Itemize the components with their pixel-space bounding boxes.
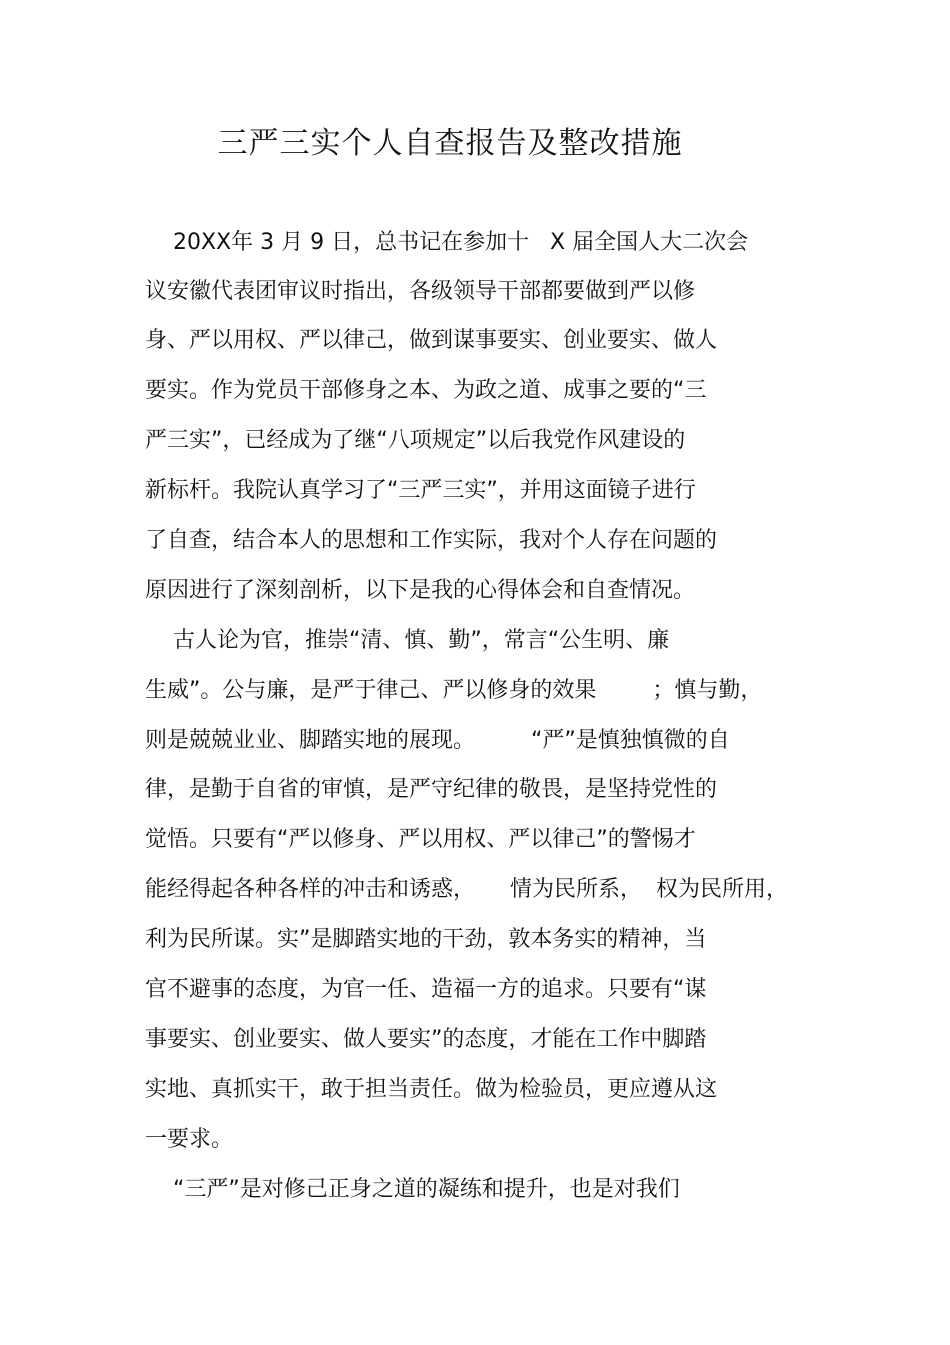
document-title: 三严三实个人自查报告及整改措施: [217, 126, 683, 161]
paragraph-line: 了自查，结合本人的思想和工作实际，我对个人存在问题的: [145, 528, 718, 553]
paragraph-line: 20XX年 3 月 9 日，总书记在参加十 X 届全国人大二次会: [145, 230, 749, 255]
paragraph-line: 新标杆。我院认真学习了“三严三实”，并用这面镜子进行: [145, 478, 696, 503]
paragraph-line: 身、严以用权、严以律己，做到谋事要实、创业要实、做人: [145, 328, 718, 353]
paragraph-line: 议安徽代表团审议时指出，各级领导干部都要做到严以修: [145, 279, 696, 304]
paragraph-line: 要实。作为党员干部修身之本、为政之道、成事之要的“三: [145, 378, 707, 403]
paragraph-line: 严三实”，已经成为了继“八项规定”以后我党作风建设的: [145, 428, 686, 453]
paragraph-line: 能经得起各种各样的冲击和诱惑， 情为民所系， 权为民所用，: [145, 877, 788, 902]
paragraph-line: 则是兢兢业业、脚踏实地的展现。 “严”是慎独慎微的自: [145, 728, 730, 753]
paragraph-line: 觉悟。只要有“严以修身、严以用权、严以律己”的警惕才: [145, 827, 696, 852]
paragraph-line: 事要实、创业要实、做人要实”的态度，才能在工作中脚踏: [145, 1027, 707, 1052]
paragraph-line: 生威”。公与廉，是严于律己、严以修身的效果 ；慎与勤，: [145, 678, 763, 703]
paragraph-line: 一要求。: [145, 1127, 234, 1152]
paragraph-line: 实地、真抓实干，敢于担当责任。做为检验员，更应遵从这: [145, 1077, 718, 1102]
paragraph-line: 利为民所谋。实”是脚踏实地的干劲，敦本务实的精神，当: [145, 927, 707, 952]
paragraph-line: 原因进行了深刻剖析，以下是我的心得体会和自查情况。: [145, 578, 696, 603]
paragraph-line: 官不避事的态度，为官一任、造福一方的追求。只要有“谋: [145, 977, 707, 1002]
paragraph-line: “三严”是对修己正身之道的凝练和提升，也是对我们: [145, 1177, 680, 1202]
paragraph-line: 律，是勤于自省的审慎，是严守纪律的敬畏，是坚持党性的: [145, 777, 718, 802]
paragraph-line: 古人论为官，推崇“清、慎、勤”，常言“公生明、廉: [145, 628, 670, 653]
